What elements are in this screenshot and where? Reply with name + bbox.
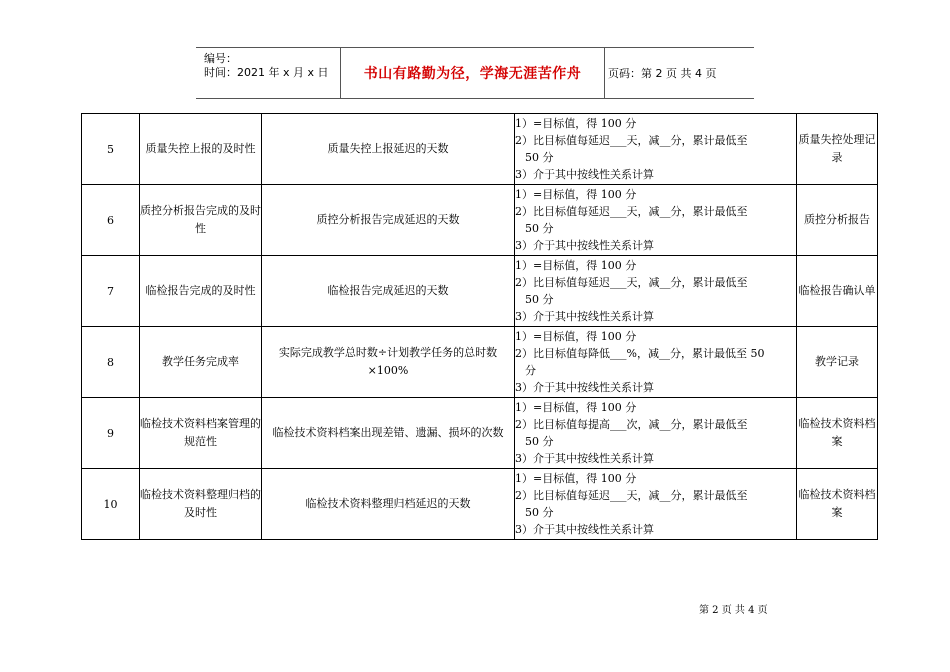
kpi-table — [81, 113, 878, 540]
indicator-name: 临检报告完成的及时性 — [140, 256, 262, 327]
table-row — [82, 185, 878, 256]
indicator-definition: 质量失控上报延迟的天数 — [262, 114, 515, 185]
scoring-rule-line: 50 分 — [525, 151, 554, 164]
document-number-label: 编号： — [204, 52, 237, 65]
table-row — [82, 469, 878, 540]
scoring-rule-line: 2）比目标值每提高___次，减__分，累计最低至 — [515, 418, 748, 431]
scoring-rule-line: 1）=目标值，得 100 分 — [515, 117, 637, 130]
scoring-rule-line: 1）=目标值，得 100 分 — [515, 259, 637, 272]
indicator-name: 质控分析报告完成的及时性 — [140, 185, 262, 256]
scoring-rule-line: 3）介于其中按线性关系计算 — [515, 523, 654, 536]
document-time-label: 时间：2021 年 x 月 x 日 — [204, 66, 329, 79]
table-row — [82, 114, 878, 185]
data-source: 教学记录 — [797, 327, 878, 398]
row-number: 5 — [82, 114, 140, 185]
scoring-rule — [515, 114, 797, 185]
header-page-number: 页码：第 2 页 共 4 页 — [608, 67, 717, 80]
scoring-rule — [515, 398, 797, 469]
page-footer: 第 2 页 共 4 页 — [699, 605, 768, 616]
scoring-rule-line: 50 分 — [525, 506, 554, 519]
scoring-rule-line: 1）=目标值，得 100 分 — [515, 330, 637, 343]
header-divider — [604, 48, 605, 98]
indicator-name: 教学任务完成率 — [140, 327, 262, 398]
table-row — [82, 327, 878, 398]
scoring-rule-line: 2）比目标值每延迟___天，减__分，累计最低至 — [515, 276, 748, 289]
data-source: 临检技术资料档案 — [797, 469, 878, 540]
scoring-rule-line: 3）介于其中按线性关系计算 — [515, 168, 654, 181]
table-row — [82, 256, 878, 327]
indicator-name: 质量失控上报的及时性 — [140, 114, 262, 185]
data-source: 质控分析报告 — [797, 185, 878, 256]
table-row — [82, 398, 878, 469]
scoring-rule — [515, 185, 797, 256]
data-source: 质量失控处理记录 — [797, 114, 878, 185]
indicator-definition: 临检技术资料整理归档延迟的天数 — [262, 469, 515, 540]
scoring-rule-line: 3）介于其中按线性关系计算 — [515, 381, 654, 394]
scoring-rule — [515, 327, 797, 398]
scoring-rule-line: 50 分 — [525, 435, 554, 448]
scoring-rule — [515, 469, 797, 540]
scoring-rule-line: 3）介于其中按线性关系计算 — [515, 310, 654, 323]
indicator-definition: 实际完成教学总时数÷计划教学任务的总时数×100% — [262, 327, 515, 398]
data-source: 临检技术资料档案 — [797, 398, 878, 469]
row-number: 6 — [82, 185, 140, 256]
row-number: 9 — [82, 398, 140, 469]
scoring-rule-line: 分 — [525, 364, 536, 377]
scoring-rule-line: 50 分 — [525, 222, 554, 235]
indicator-definition: 临检技术资料档案出现差错、遗漏、损坏的次数 — [262, 398, 515, 469]
scoring-rule-line: 1）=目标值，得 100 分 — [515, 472, 637, 485]
scoring-rule-line: 3）介于其中按线性关系计算 — [515, 239, 654, 252]
row-number: 10 — [82, 469, 140, 540]
row-number: 7 — [82, 256, 140, 327]
scoring-rule-line: 2）比目标值每降低___%，减__分，累计最低至 50 — [515, 347, 765, 360]
header-meta — [204, 52, 329, 80]
scoring-rule-line: 2）比目标值每延迟___天，减__分，累计最低至 — [515, 205, 748, 218]
page-header — [196, 47, 754, 99]
indicator-name: 临检技术资料整理归档的及时性 — [140, 469, 262, 540]
indicator-definition: 质控分析报告完成延迟的天数 — [262, 185, 515, 256]
header-motto: 书山有路勤为径，学海无涯苦作舟 — [363, 66, 582, 82]
indicator-name: 临检技术资料档案管理的规范性 — [140, 398, 262, 469]
scoring-rule — [515, 256, 797, 327]
row-number: 8 — [82, 327, 140, 398]
scoring-rule-line: 2）比目标值每延迟___天，减__分，累计最低至 — [515, 489, 748, 502]
scoring-rule-line: 3）介于其中按线性关系计算 — [515, 452, 654, 465]
data-source: 临检报告确认单 — [797, 256, 878, 327]
scoring-rule-line: 50 分 — [525, 293, 554, 306]
scoring-rule-line: 1）=目标值，得 100 分 — [515, 188, 637, 201]
scoring-rule-line: 1）=目标值，得 100 分 — [515, 401, 637, 414]
indicator-definition: 临检报告完成延迟的天数 — [262, 256, 515, 327]
scoring-rule-line: 2）比目标值每延迟___天，减__分，累计最低至 — [515, 134, 748, 147]
